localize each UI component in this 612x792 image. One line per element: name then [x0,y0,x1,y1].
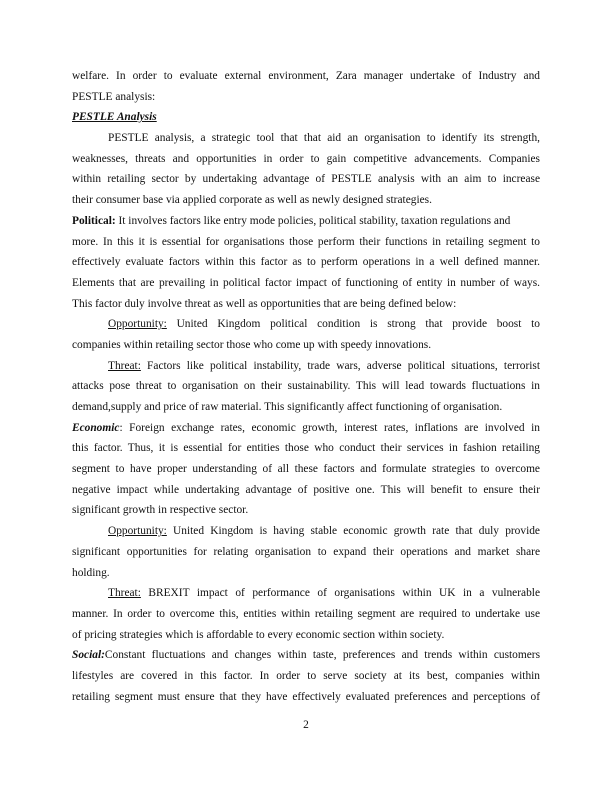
economic-label: Economic [72,421,120,434]
political-threat-text: Factors like political instability, trade wars, adverse political situations, terrorist [140,359,540,372]
political-line-4: Elements that are prevailing in political factor impact of functioning of entity in number of ways. [72,276,540,289]
political-threat-line-2: attacks pose threat to organisation on their sustainability. This will lead towards fluctuations in [72,380,540,393]
economic-threat-label: Threat: [108,587,141,600]
section-heading: PESTLE Analysis [72,111,157,124]
economic-opportunity-line-1 [72,521,540,542]
political-line-1 [72,211,540,232]
political-threat-line-3: demand,supply and price of raw material. This significantly affect functioning of organisation. [72,401,503,413]
pestle-line-3: within retailing sector by undertaking advantage of PESTLE analysis with an aim to increase [72,173,540,186]
economic-threat-text: BREXIT impact of performance of organisations within UK in a vulnerable [140,587,540,600]
political-line-5: This factor duly involve threat as well as opportunities that are being defined below: [72,297,457,310]
political-label: Political: [72,214,116,227]
economic-opportunity-text: United Kingdom is having stable economic growth rate that duly provide [166,525,540,538]
political-opportunity-text: United Kingdom political condition is strong that provide boost to [166,318,540,331]
political-opportunity-label: Opportunity: [108,318,167,331]
political-line-3: effectively evaluate factors within this factor as to perform operations in a well defined manner. [72,256,540,269]
social-line-2: lifestyles are covered in this factor. In order to serve society at its best, companies within [72,669,540,682]
page-number: 2 [303,719,309,731]
intro-line-1: welfare. In order to evaluate external environment, Zara manager undertake of Industry and [72,70,540,82]
economic-opportunity-label: Opportunity: [108,525,167,538]
economic-opportunity-line-2: significant opportunities for relating organisation to expand their operations and market share [72,545,540,558]
economic-line-3: segment to have proper understanding of all these factors and formulate strategies to overcome [72,463,540,476]
political-threat-line-1 [72,356,540,377]
social-text: Constant fluctuations and changes within taste, preferences and trends within customers [104,649,540,662]
economic-opportunity-line-3: holding. [72,566,110,579]
social-label: Social: [72,649,105,662]
economic-text: : Foreign exchange rates, economic growth, interest rates, inflations are involved in [119,421,540,434]
political-line-2: more. In this it is essential for organisations those perform their functions in retailing segment to [72,235,540,248]
economic-threat-line-2: manner. In order to overcome this, entities within retailing segment are required to undertake use [72,607,540,620]
social-line-1 [72,645,540,666]
political-text: It involves factors like entry mode policies, political stability, taxation regulations and [115,214,511,227]
economic-threat-line-3: of pricing strategies which is affordable to every economic section within society. [72,628,445,641]
political-opportunity-line-1 [72,314,540,335]
economic-line-4: negative impact while undertaking advantage of positive one. This will benefit to ensure their [72,483,540,496]
economic-threat-line-1 [72,583,540,604]
economic-line-2: this factor. Thus, it is essential for entities those who conduct their services in fashion retailing [72,442,540,455]
pestle-line-4: their consumer base via applied corporate as well as newly designed strategies. [72,194,432,207]
economic-line-5: significant growth in respective sector. [72,504,249,517]
intro-line-2: PESTLE analysis: [72,90,156,103]
political-opportunity-line-2: companies within retailing sector those who come up with speedy innovations. [72,338,432,351]
social-line-3: retailing segment must ensure that they have effectively evaluated preferences and perceptions of [72,690,540,703]
pestle-line-1: PESTLE analysis, a strategic tool that that aid an organisation to identify its strength, [108,132,540,145]
document-page [72,66,540,707]
pestle-line-2: weaknesses, threats and opportunities in order to gain competitive advancements. Companies [72,152,540,165]
economic-line-1 [72,418,540,439]
political-threat-label: Threat: [108,359,141,372]
